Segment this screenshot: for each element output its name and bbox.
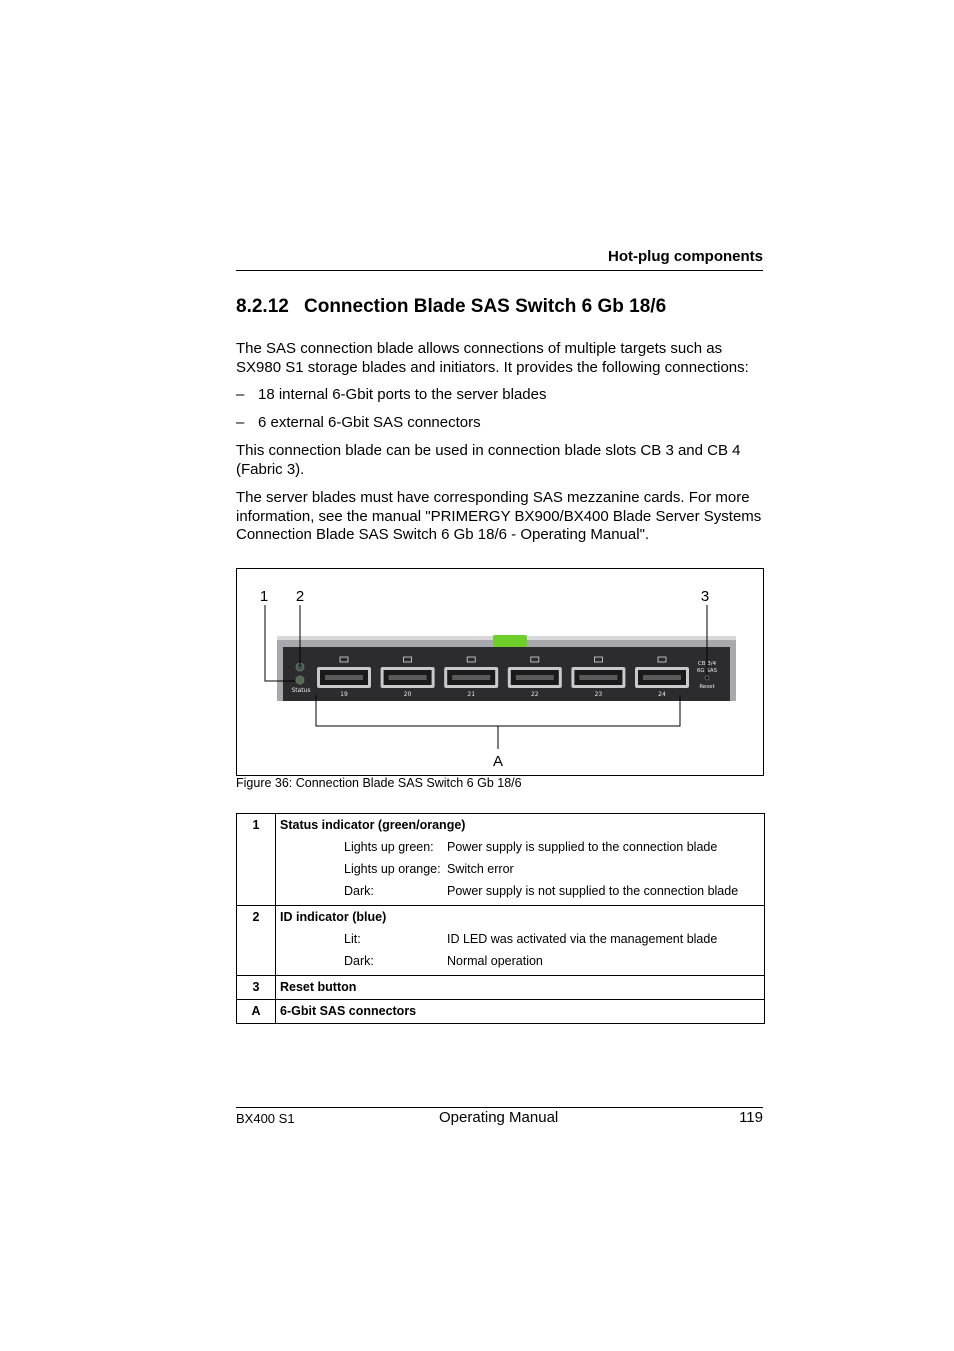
legend-key: 3	[237, 976, 276, 1000]
state-label: Lights up orange:	[344, 862, 441, 876]
footer-product: BX400 S1	[236, 1111, 295, 1126]
legend-key: A	[237, 1000, 276, 1024]
cb-label: CB 3/4	[697, 661, 717, 667]
legend-state	[280, 883, 760, 899]
section-heading	[236, 296, 666, 318]
bullet-text: 6 external 6-Gbit SAS connectors	[258, 414, 481, 431]
connection-blade-illustration	[237, 569, 763, 775]
reset-button[interactable]	[705, 676, 709, 680]
state-description: ID LED was activated via the management blade	[447, 932, 718, 946]
bullet-dash: –	[236, 414, 245, 431]
state-description: Normal operation	[447, 954, 543, 968]
bullet-text: 18 internal 6-Gbit ports to the server blades	[258, 386, 547, 403]
page-number: 119	[739, 1109, 763, 1126]
figure-frame	[236, 568, 764, 776]
section-number: 8.2.12	[236, 296, 289, 317]
legend-body	[276, 1000, 765, 1024]
legend-title: Status indicator (green/orange)	[280, 818, 466, 832]
state-label: Dark:	[344, 954, 374, 968]
port-number: 19	[340, 691, 348, 698]
header-rule	[236, 270, 763, 271]
callout-2: 2	[295, 588, 305, 605]
running-header: Hot-plug components	[608, 248, 763, 265]
callout-1: 1	[259, 588, 269, 605]
legend-title: ID indicator (blue)	[280, 910, 387, 924]
section-title: Connection Blade SAS Switch 6 Gb 18/6	[304, 296, 667, 317]
state-label: Lit:	[344, 932, 361, 946]
bullet-dash: –	[236, 386, 245, 403]
port-contacts	[643, 675, 681, 680]
legend-key: 1	[237, 814, 276, 906]
port-contacts	[516, 675, 554, 680]
legend-table	[236, 813, 765, 1024]
port-number: 24	[658, 691, 666, 698]
legend-row	[237, 906, 765, 976]
slots-paragraph: This connection blade can be used in connection blade slots CB 3 and CB 4 (Fabric 3).	[236, 442, 741, 478]
legend-state	[280, 953, 760, 969]
legend-title: 6-Gbit SAS connectors	[280, 1004, 417, 1018]
legend-row	[237, 1000, 765, 1024]
footer-manual: Operating Manual	[439, 1109, 559, 1126]
legend-row	[237, 976, 765, 1000]
callout-a: A	[492, 753, 504, 770]
port-number: 21	[467, 691, 476, 698]
footer-rule	[236, 1107, 763, 1108]
bullet-item	[236, 386, 547, 403]
legend-state	[280, 839, 760, 855]
mezzanine-paragraph: The server blades must have corresponding SAS mezzanine cards. For more information, see the manual "PRIMERGY BX900/BX400 Blade Server Systems Connection Blade SAS Switch 6 Gb 18/6 - Operating Manual".	[236, 489, 762, 544]
legend-body	[276, 976, 765, 1000]
port-contacts	[579, 675, 617, 680]
legend-key: 2	[237, 906, 276, 976]
legend-body	[276, 906, 765, 976]
status-led	[296, 676, 304, 684]
port-contacts	[389, 675, 427, 680]
port-number: 22	[530, 691, 539, 698]
port-number: 20	[403, 691, 412, 698]
port-contacts	[325, 675, 363, 680]
legend-state	[280, 931, 760, 947]
port-contacts	[452, 675, 490, 680]
intro-paragraph: The SAS connection blade allows connections of multiple targets such as SX980 S1 storage blades and initiators. It provides the following connections:	[236, 340, 749, 376]
reset-label: Reset	[699, 684, 715, 690]
state-description: Power supply is not supplied to the connection blade	[447, 884, 739, 898]
state-description: Power supply is supplied to the connection blade	[447, 840, 718, 854]
legend-body	[276, 814, 765, 906]
figure-caption: Figure 36: Connection Blade SAS Switch 6 Gb 18/6	[236, 776, 522, 790]
green-latch	[493, 635, 527, 647]
state-label: Lights up green:	[344, 840, 434, 854]
legend-state	[280, 861, 760, 877]
port-number: 23	[594, 691, 603, 698]
callout-3: 3	[700, 588, 710, 605]
sas-label: 6G SAS	[696, 668, 718, 674]
state-label: Dark:	[344, 884, 374, 898]
bullet-item	[236, 414, 481, 431]
legend-title: Reset button	[280, 980, 357, 994]
legend-row	[237, 814, 765, 906]
state-description: Switch error	[447, 862, 514, 876]
status-label: Status	[291, 687, 311, 694]
